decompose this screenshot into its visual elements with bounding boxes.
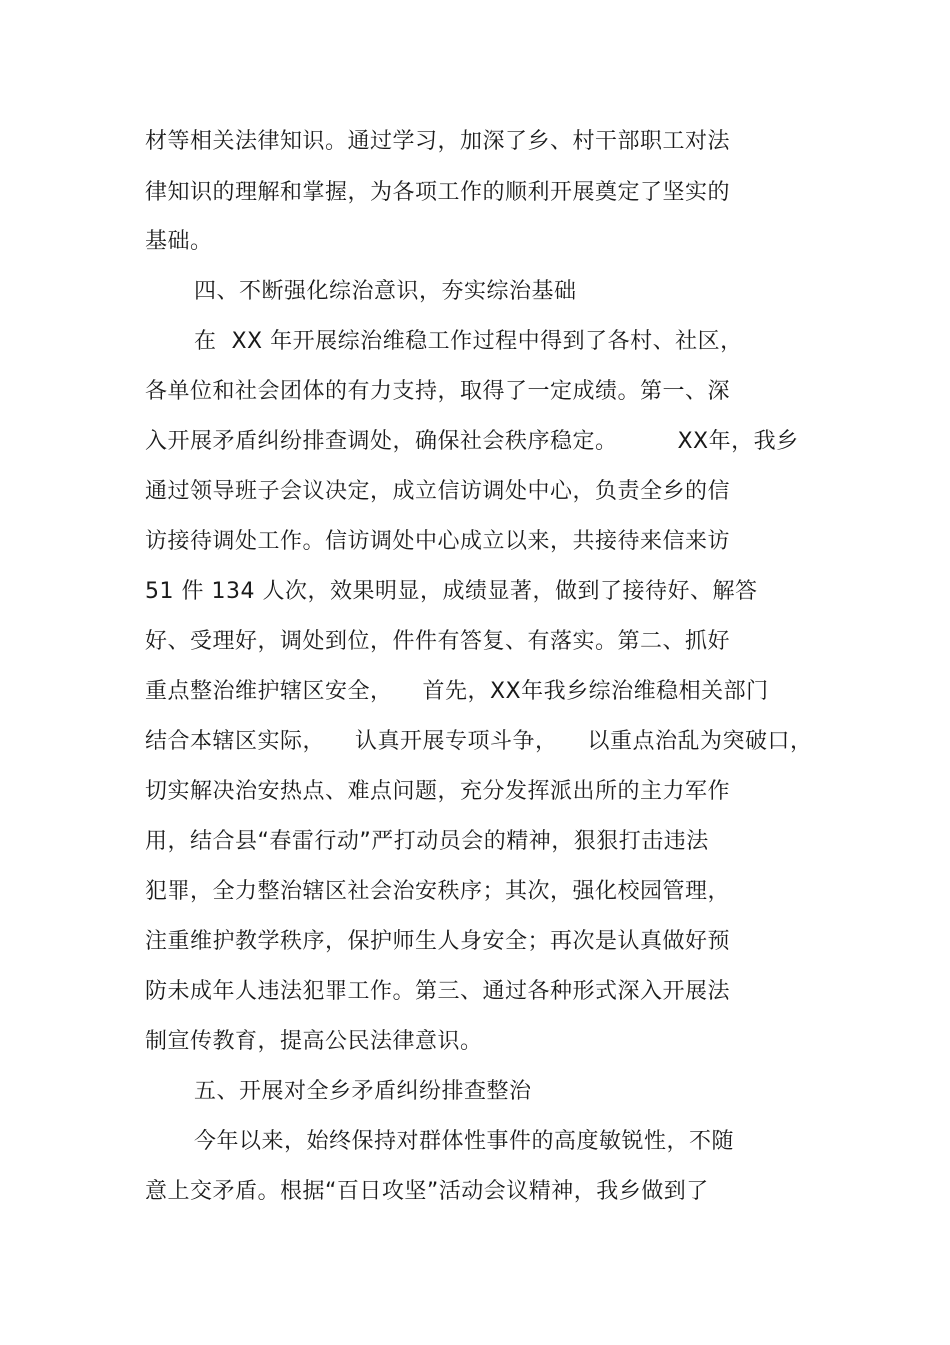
paragraph-first-line: 在 XX 年开展综治维稳工作过程中得到了各村、社区， — [194, 329, 743, 354]
text-line: 用，结合县“春雷行动”严打动员会的精神，狠狠打击违法 — [145, 829, 709, 854]
section-heading: 五、开展对全乡矛盾纠纷排查整治 — [194, 1079, 532, 1104]
text-line: 切实解决治安热点、难点问题，充分发挥派出所的主力军作 — [145, 779, 731, 804]
text-line: 制宣传教育，提高公民法律意识。 — [145, 1029, 483, 1054]
text-line: 51 件 134 人次，效果明显，成绩显著，做到了接待好、解答 — [145, 579, 758, 604]
text-line: 访接待调处工作。信访调处中心成立以来，共接待来信来访 — [145, 529, 731, 554]
text-line: 犯罪，全力整治辖区社会治安秩序；其次，强化校园管理， — [145, 879, 731, 904]
text-line: 律知识的理解和掌握，为各项工作的顺利开展奠定了坚实的 — [145, 180, 731, 205]
text-line: 材等相关法律知识。通过学习，加深了乡、村干部职工对法 — [145, 129, 731, 154]
text-line: 注重维护教学秩序，保护师生人身安全；再次是认真做好预 — [145, 929, 731, 954]
text-line: 入开展矛盾纠纷排查调处，确保社会秩序稳定。 XX年，我乡 — [145, 429, 799, 454]
text-line: 结合本辖区实际， 认真开展专项斗争， 以重点治乱为突破口， — [145, 729, 813, 754]
text-line: 好、受理好，调处到位，件件有答复、有落实。第二、抓好 — [145, 629, 731, 654]
text-line: 意上交矛盾。根据“百日攻坚”活动会议精神，我乡做到了 — [145, 1179, 709, 1204]
text-line: 基础。 — [145, 229, 213, 254]
section-heading: 四、不断强化综治意识，夯实综治基础 — [194, 279, 577, 304]
text-line: 重点整治维护辖区安全， 首先，XX年我乡综治维稳相关部门 — [145, 679, 769, 704]
text-line: 各单位和社会团体的有力支持，取得了一定成绩。第一、深 — [145, 379, 731, 404]
paragraph-first-line: 今年以来，始终保持对群体性事件的高度敏锐性，不随 — [194, 1129, 735, 1154]
text-line: 通过领导班子会议决定，成立信访调处中心，负责全乡的信 — [145, 479, 731, 504]
text-line: 防未成年人违法犯罪工作。第三、通过各种形式深入开展法 — [145, 979, 731, 1004]
